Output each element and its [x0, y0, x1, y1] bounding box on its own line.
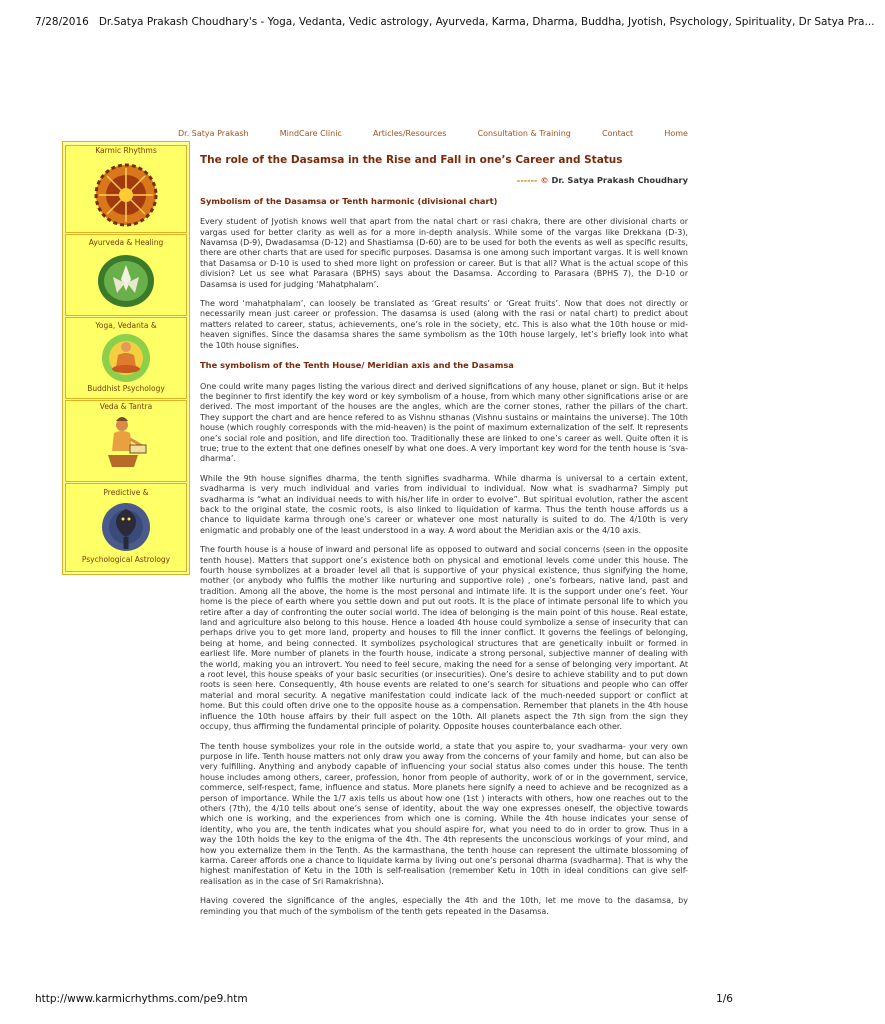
sidebar-item-label: Veda & Tantra	[99, 402, 153, 411]
footer-url: http://www.karmicrhythms.com/pe9.htm	[35, 993, 248, 1005]
sidebar-item-label: Ayurveda & Healing	[88, 238, 164, 247]
paragraph-5: The fourth house is a house of inward and personal life as opposed to outward and social concerns (seen in the opposite tenth house). Matters that support one’s existence both on physical and emotional levels come under this house. The fourth house symbolizes at a broader level all that is supportive of your physical existence, thus signifying the home, mother (or anybody who fulfils the mother like nurturing and supportive role) , one’s forbears, native land, past and tradition. Among all the above, the home is the most personal and intimate life. It is the support under one’s feet. Your home is the piece of earth where you settle down and put out roots. It is the place of intimate personal life to which you retire after a day of confronting the outer social world. The idea of belonging is the main point of this house. Real estate, land and agriculture also belong to this house. Hence a loaded 4th house could symbolize a sense of insecurity that can perhaps drive you to get more land, property and houses to fill the inner conflict. It governs the feelings of belonging, being at home, and being connected. It symbolizes psychological structures that are genetically inbuilt or formed in earliest life. More number of planets in the fourth house, indicate a strong personal, subjective manner of dealing with the world, making you an introvert. You need to feel secure, making the need for a sense of belonging very important. At a root level, this house speaks of your basic securities (or insecurities). One’s desire to achieve stability and to put down roots is seen here. Consequently, 4th house events are related to one’s search for situations and people who can offer material and moral security. A negative manifestation could indicate lack of the much-needed support or conflict at home. But this could often drive one to the opposite house as a compensation. Remember that planets in the 4th house influence the 10th house affairs by their full aspect on the 10th. All planets aspect the 7th sign from the sign they occupy, thus affirming the fundamental principle of polarity. Opposite houses counterbalance each other.	[200, 545, 688, 732]
nav-consultation-training[interactable]: Consultation & Training	[477, 129, 571, 138]
nav-mindcare-clinic[interactable]: MindCare Clinic	[279, 129, 342, 138]
print-title: Dr.Satya Prakash Choudhary's - Yoga, Vedanta, Vedic astrology, Ayurveda, Karma, Dharma, Buddha, Jyotish, Psychology, Spirituality, Dr Satya Pra...	[98, 16, 875, 28]
herbal-lotus-icon	[95, 251, 157, 309]
sidebar-item-label: Predictive &	[103, 488, 149, 497]
paragraph-6: The tenth house symbolizes your role in the outside world, a state that you aspire to, your svadharma- your very own purpose in life. Tenth house matters not only draw you away from the concerns of your family and home, but can also be very fulfilling. Anything and anybody capable of influencing your social status also comes under this house. The tenth house includes among others, career, profession, honor from people of authority, work of or in the government, service, commerce, self-respect, fame, influence and status. More planets here signify a need to achieve and be recognized as a person of importance. While the 1/7 axis tells us about how one (1st ) interacts with others, how one reaches out to the others (7th), the 4/10 tells about one’s sense of identity, about the way one expresses oneself, the objective towards which one is working, and the experiences from which one is coming. While the 4th house indicates your sense of identity, who you are, the tenth indicates what you should aspire for, what you need to do in order to grow. Thus in a way the 10th holds the key to the enigma of the 4th. The 4th represents the unconscious workings of your mind, and how you externalize them in the Tenth. As the karmasthana, the tenth house can represent the ultimate blossoming of karma. Career affords one a chance to liquidate karma by living out one’s personal dharma (svadharma). That is why the highest manifestation of Ketu in the 10th is self-realisation (remember Ketu in 10th in ideal conditions can give self-realisation as in the case of Sri Ramakrishna).	[200, 741, 688, 886]
copyright-symbol: ©	[540, 175, 549, 186]
sidebar-item-label: Karmic Rhythms	[95, 146, 157, 155]
author-dash: ------	[516, 175, 538, 186]
author-line	[200, 175, 688, 185]
paragraph-3: One could write many pages listing the various direct and derived significations of any house, planet or sign. But it helps the beginner to first identify the key word or key symbolism of a house, from which many other significations arise or are derived. The most important of the houses are the angles, which are the corner stones, rather the pillars of the chart. They support the chart and are hence refered to as Vishnu sthanas (Vishnu sustains or maintains the universe). The 10th house (which roughly corresponds with the mid-heaven) is the point of maximum externalization of the self. It represents one’s social role and position, and life direction too. Traditionally these are linked to one’s career as well. Quite often it is true; true to the extent that one defines oneself by what one does. A very important key word for the tenth house is ‘sva-dharma’.	[200, 381, 688, 464]
cobra-icon	[101, 501, 151, 553]
top-nav	[178, 129, 688, 138]
karmic-wheel-icon	[91, 160, 161, 230]
sidebar	[62, 141, 190, 575]
section-heading-dasamsa: Symbolism of the Dasamsa or Tenth harmonic (divisional chart)	[200, 195, 498, 206]
print-date: 7/28/2016	[35, 16, 89, 28]
sidebar-item-label-2: Psychological Astrology	[81, 555, 171, 564]
print-header	[35, 16, 875, 28]
nav-articles-resources[interactable]: Articles/Resources	[373, 129, 447, 138]
paragraph-2: The word ‘mahatphalam’, can loosely be translated as ‘Great results’ or ‘Great fruits’. Now that does not directly or necessarily mean just career or profession. The dasamsa is used (along with the rasi or natal chart) to predict about matters related to career, status, achievements, one’s role in the society, etc. This is also what the 10th house or mid-heaven signifies. Since the dasamsa shares the same symbolism as the 10th house largely, let’s briefly look into what the 10th house signifies.	[200, 299, 688, 350]
sidebar-item-yoga-vedanta[interactable]	[65, 317, 187, 399]
sidebar-item-ayurveda-healing[interactable]	[65, 234, 187, 316]
nav-contact[interactable]: Contact	[602, 129, 634, 138]
sidebar-item-karmic-rhythms[interactable]	[65, 145, 187, 233]
paragraph-4: While the 9th house signifies dharma, the tenth signifies svadharma. While dharma is universal to a certain extent, svadharma is very much individual and varies from individual to individual. Now what is svadharma? Simply put svadharma is “what an individual needs to with his/her life in order to evolve”. But spiritual evolution, rather the ascent back to the original state, the cosmic roots, is also linked to liquidation of karma. Thus the tenth house affords us a chance to liquidate karma through one’s career or whatever one most naturally is suited to do. The 4/10th is very enigmatic and probably one of the least understood in a way. A word about the Meridian axis or the 4/10 axis.	[200, 473, 688, 535]
sidebar-item-predictive-astrology[interactable]	[65, 483, 187, 572]
author-name: Dr. Satya Prakash Choudhary	[551, 175, 688, 186]
article-title: The role of the Dasamsa in the Rise and Fall in one’s Career and Status	[200, 154, 623, 166]
page-number: 1/6	[716, 993, 733, 1005]
nav-home[interactable]: Home	[664, 129, 688, 138]
sidebar-item-label-2: Buddhist Psychology	[87, 384, 165, 393]
section-heading-tenth-house: The symbolism of the Tenth House/ Meridian axis and the Dasamsa	[200, 360, 514, 371]
sage-reading-icon	[100, 413, 150, 473]
print-footer	[35, 993, 733, 1005]
paragraph-7: Having covered the significance of the angles, especially the 4th and the 10th, let me move to the dasamsa, by reminding you that much of the symbolism of the tenth gets repeated in the Dasamsa.	[200, 896, 688, 916]
paragraph-1: Every student of Jyotish knows well that apart from the natal chart or rasi chakra, there are other divisional charts or vargas used for better clarity as well as for a more in-depth analysis. While some of the vargas like Drekkana (D-3), Navamsa (D-9), Dwadasamsa (D-12) and Shastiamsa (D-60) are to be used for both the events as well as specific results, there are other charts that are used for specific purposes. Dasamsa is one among such important vargas. It is well known that Dasamsa or D-10 is used to shed more light on profession or career. But is that all? What is the actual scope of this division? Let us see what Parasara (BPHS) says about the Dasamsa. According to Parasara (BPHS 7), the D-10 or Dasamsa is used for judging ‘Mahatphalam’.	[200, 217, 688, 289]
sidebar-item-veda-tantra[interactable]	[65, 400, 187, 482]
nav-dr-satya-prakash[interactable]: Dr. Satya Prakash	[178, 129, 249, 138]
sidebar-item-label: Yoga, Vedanta &	[95, 321, 157, 330]
meditating-figure-icon	[98, 333, 154, 383]
article	[200, 155, 688, 926]
